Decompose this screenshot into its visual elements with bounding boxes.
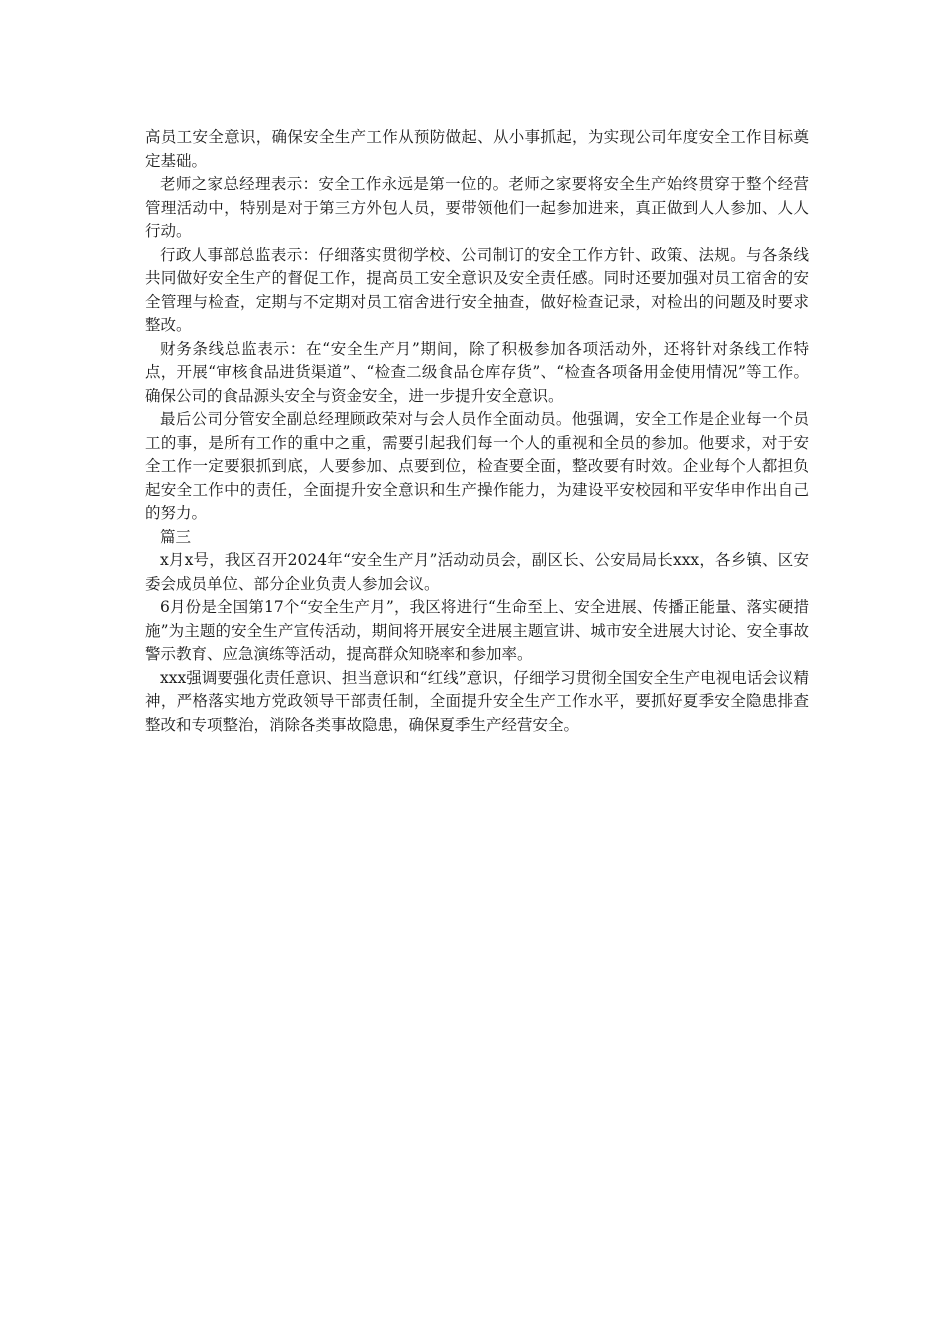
paragraph-continued: 高员工安全意识，确保安全生产工作从预防做起、从小事抓起，为实现公司年度安全工作目标奠定基础。 [145, 128, 809, 170]
paragraph-hr-director: 行政人事部总监表示：仔细落实贯彻学校、公司制订的安全工作方针、政策、法规。与各条线共同做好安全生产的督促工作，提高员工安全意识及安全责任感。同时还要加强对员工宿舍的安全管理与检查，定期与不定期对员工宿舍进行安全抽查，做好检查记录，对检出的问题及时要求整改。 [145, 245, 809, 334]
paragraph-safety-month: 6月份是全国第17个“安全生产月”，我区将进行“生命至上、安全进展、传播正能量、落实硬措施”为主题的安全生产宣传活动，期间将开展安全进展主题宣讲、城市安全进展大讨论、安全事故警示教育、应急演练等活动，提高群众知晓率和参加率。 [145, 598, 809, 663]
paragraph-deputy-gm: 最后公司分管安全副总经理顾政荣对与会人员作全面动员。他强调，安全工作是企业每一个员工的事，是所有工作的重中之重，需要引起我们每一个人的重视和全员的参加。他要求，对于安全工作一定要狠抓到底，人要参加、点要到位，检查要全面，整改要有时效。企业每个人都担负起安全工作中的责任，全面提升安全意识和生产操作能力，为建设平安校园和平安华申作出自己的努力。 [145, 410, 809, 522]
section-heading-part-three: 篇三 [160, 527, 192, 546]
paragraph-meeting-intro: x月x号，我区召开2024年“安全生产月”活动动员会，副区长、公安局局长xxx，各乡镇、区安委会成员单位、部分企业负责人参加会议。 [145, 551, 809, 593]
paragraph-general-manager: 老师之家总经理表示：安全工作永远是第一位的。老师之家要将安全生产始终贯穿于整个经营管理活动中，特别是对于第三方外包人员，要带领他们一起参加进来，真正做到人人参加、人人行动。 [145, 175, 809, 240]
paragraph-finance-director: 财务条线总监表示：在“安全生产月”期间，除了积极参加各项活动外，还将针对条线工作特点，开展“审核食品进货渠道”、“检查二级食品仓库存货”、“检查各项备用金使用情况”等工作。确保公司的食品源头安全与资金安全，进一步提升安全意识。 [145, 339, 809, 405]
paragraph-emphasis: xxx强调要强化责任意识、担当意识和“红线”意识，仔细学习贯彻全国安全生产电视电话会议精神，严格落实地方党政领导干部责任制，全面提升安全生产工作水平，要抓好夏季安全隐患排查整改和专项整治，消除各类事故隐患，确保夏季生产经营安全。 [145, 668, 809, 734]
document-body [145, 126, 809, 737]
